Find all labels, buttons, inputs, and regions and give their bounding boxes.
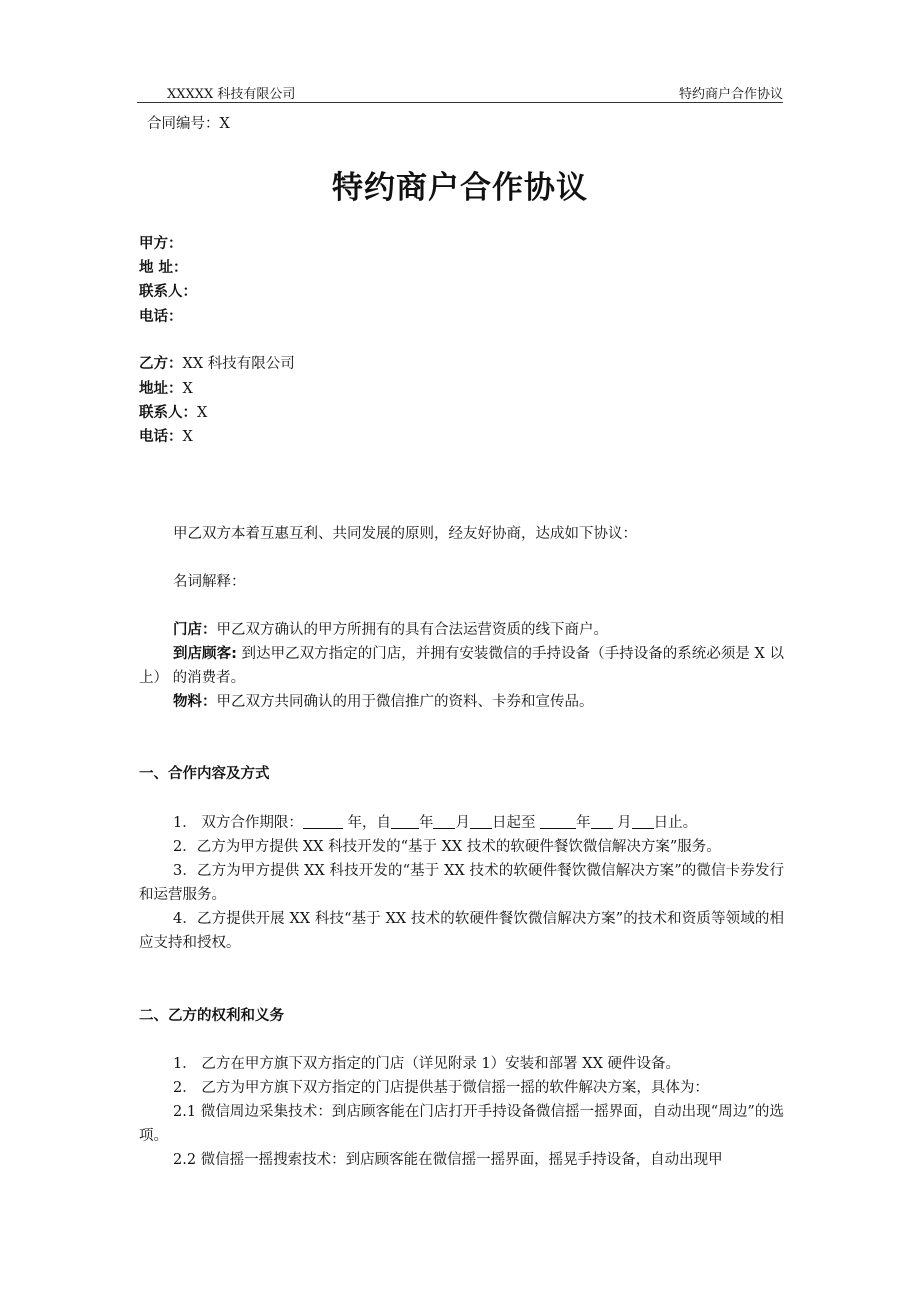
- blank-years: [303, 814, 343, 829]
- term-text: 月: [455, 815, 470, 831]
- term-prefix: 1． 双方合作期限：: [173, 815, 303, 831]
- header-doc-title: 特约商户合作协议: [678, 87, 783, 102]
- section-1-item-4: 4．乙方提供开展 XX 科技“基于 XX 技术的软硬件餐饮微信解决方案”的技术和资质等领域的相应支持和授权。: [139, 911, 784, 951]
- term-text: 年: [576, 815, 591, 831]
- blank-end-day: [632, 814, 654, 829]
- document-title: 特约商户合作协议: [332, 170, 588, 206]
- party-b-phone: [139, 425, 193, 449]
- contract-number: [147, 112, 230, 136]
- section-1-heading: 一、合作内容及方式: [139, 766, 270, 782]
- definition-text: 甲乙双方确认的甲方所拥有的具有合法运营资质的线下商户。: [216, 622, 608, 638]
- page-header: [137, 82, 783, 103]
- party-b-phone-label: 电话：: [139, 429, 183, 445]
- intro-paragraph: 甲乙双方本着互惠互利、共同发展的原则，经友好协商，达成如下协议：: [173, 526, 637, 542]
- contract-number-label: 合同编号：: [147, 116, 220, 132]
- section-1-item-3: 3．乙方为甲方提供 XX 科技开发的“基于 XX 技术的软硬件餐饮微信解决方案”的微信卡券发行和运营服务。: [139, 863, 784, 903]
- party-a-name-label: 甲方：: [139, 236, 183, 252]
- term-text: 日止。: [653, 815, 698, 831]
- party-b-contact-value: X: [197, 405, 208, 421]
- section-2-item-1: 1． 乙方在甲方旗下双方指定的门店（详见附录 1）安装和部署 XX 硬件设备。: [173, 1056, 681, 1072]
- term-text: 月: [612, 815, 632, 831]
- section-2-heading: 二、乙方的权利和义务: [139, 1008, 284, 1024]
- header-company: XXXXX 科技有限公司: [167, 87, 296, 102]
- party-b-contact-label: 联系人：: [139, 405, 197, 421]
- blank-start-month: [433, 814, 455, 829]
- definition-text: 甲乙双方共同确认的用于微信推广的资料、卡券和宣传品。: [216, 694, 594, 710]
- definitions-heading: 名词解释：: [173, 574, 246, 590]
- party-b-contact: [139, 401, 207, 425]
- definition-customer: [139, 642, 784, 690]
- definition-materials: [139, 690, 784, 714]
- party-a-address-label: 地 址：: [139, 260, 188, 276]
- section-1-item-1: [173, 811, 697, 835]
- blank-end-month: [591, 814, 613, 829]
- party-b-name: [139, 352, 295, 376]
- blank-start-day: [470, 814, 492, 829]
- section-2-item-2-1: 2.1 微信周边采集技术：到店顾客能在门店打开手持设备微信摇一摇界面，自动出现“周边”的选项。: [139, 1104, 784, 1144]
- term-text: 日起至: [491, 815, 541, 831]
- term-text: 年，自: [342, 815, 391, 831]
- definition-term: 到店顾客:: [173, 646, 237, 662]
- contract-number-value: X: [219, 116, 230, 132]
- party-b-name-value: XX 科技有限公司: [182, 356, 295, 372]
- party-b-address-value: X: [182, 381, 193, 397]
- definition-text: 到达甲乙双方指定的门店，并拥有安装微信的手持设备（手持设备的系统必须是 X 以上） 的消费者。: [139, 646, 784, 686]
- party-a-contact-label: 联系人：: [139, 284, 197, 300]
- blank-end-year: [540, 814, 576, 829]
- party-b-name-label: 乙方：: [139, 356, 183, 372]
- party-b-phone-value: X: [182, 429, 193, 445]
- section-2-item-2-2: 2.2 微信摇一摇搜索技术：到店顾客能在微信摇一摇界面，摇晃手持设备，自动出现甲: [173, 1152, 723, 1168]
- party-b-address-label: 地址：: [139, 381, 183, 397]
- term-text: 年: [418, 815, 434, 831]
- definition-term: 物料：: [173, 694, 217, 710]
- definition-store: [139, 618, 784, 642]
- section-1-item-2: 2．乙方为甲方提供 XX 科技开发的“基于 XX 技术的软硬件餐饮微信解决方案”服务。: [173, 839, 721, 855]
- party-a-phone-label: 电话：: [139, 309, 183, 325]
- definition-term: 门店：: [173, 622, 217, 638]
- blank-start-year: [391, 814, 419, 829]
- section-2-item-2: 2． 乙方为甲方旗下双方指定的门店提供基于微信摇一摇的软件解决方案，具体为：: [173, 1080, 709, 1096]
- party-b-address: [139, 377, 193, 401]
